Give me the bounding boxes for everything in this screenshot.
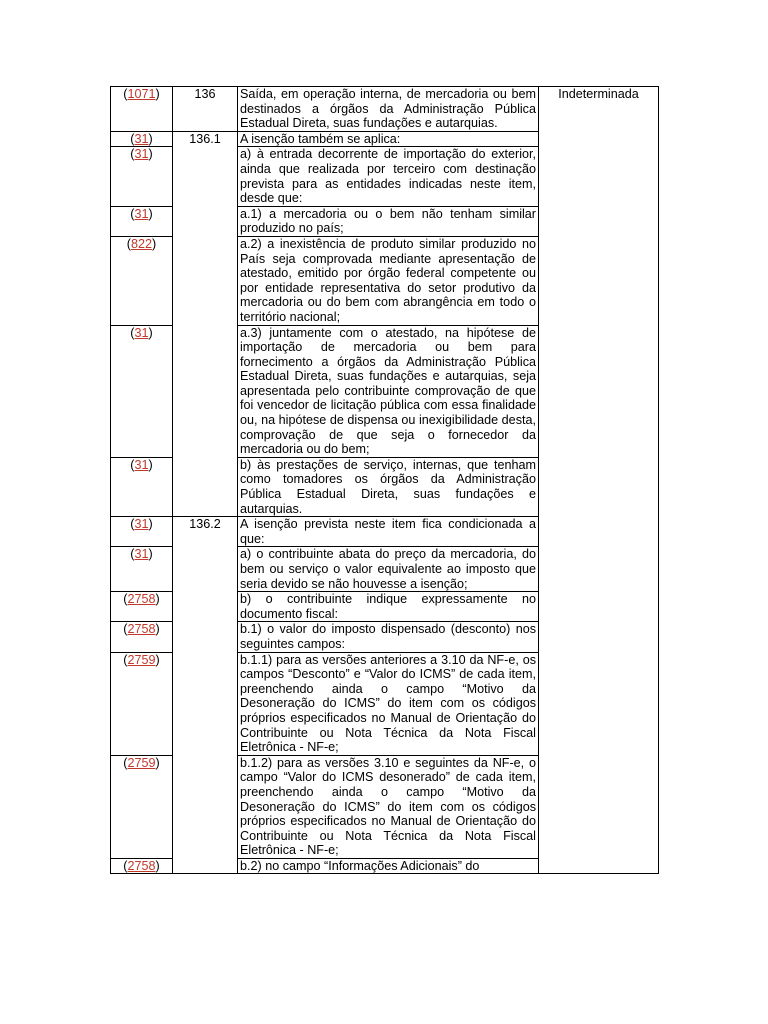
change-reference-cell: (2758) xyxy=(111,592,173,622)
item-text-cell: a) o contribuinte abata do preço da mercadoria, do bem ou serviço o valor equivalente ao imposto que seria devido se não houvesse a isenção; xyxy=(238,547,539,592)
change-reference-link[interactable]: 31 xyxy=(134,131,149,146)
item-text-cell: b.1.1) para as versões anteriores a 3.10 da NF-e, os campos “Desconto” e “Valor do ICMS” de cada item, preenchendo ainda o campo “Motivo da Desoneração do ICMS” do item com os códigos próprios especificados no Manual de Orientação do Contribuinte ou Nota Técnica da Nota Fiscal Eletrônica - NF-e; xyxy=(238,652,539,755)
change-reference-cell: (31) xyxy=(111,517,173,547)
item-number-cell xyxy=(173,325,238,457)
item-number-cell xyxy=(173,147,238,206)
item-text-cell: A isenção também se aplica: xyxy=(238,131,539,147)
change-reference-link[interactable]: 2758 xyxy=(127,622,156,637)
change-reference-cell: (31) xyxy=(111,325,173,457)
table-row xyxy=(111,87,659,132)
change-reference-link[interactable]: 2758 xyxy=(127,592,156,607)
item-number-cell xyxy=(173,755,238,858)
change-reference-cell: (2759) xyxy=(111,652,173,755)
change-reference-cell: (2758) xyxy=(111,858,173,874)
item-number-cell: 136 xyxy=(173,87,238,132)
item-text-cell: b.2) no campo “Informações Adicionais” do xyxy=(238,858,539,874)
change-reference-cell: (2759) xyxy=(111,755,173,858)
change-reference-link[interactable]: 31 xyxy=(134,325,149,340)
change-reference-cell: (31) xyxy=(111,547,173,592)
validity-cell: Indeterminada xyxy=(539,87,659,874)
change-reference-link[interactable]: 31 xyxy=(134,517,149,532)
item-text-cell: a.2) a inexistência de produto similar produzido no País seja comprovada mediante apresentação de atestado, emitido por órgão federal competente ou por entidade representativa do setor produtivo da mercadoria ou do bem com abrangência em todo o território nacional; xyxy=(238,236,539,325)
item-text-cell: b) às prestações de serviço, internas, que tenham como tomadores os órgãos da Administração Pública Estadual Direta, suas fundações e autarquias. xyxy=(238,457,539,516)
item-text-cell: A isenção prevista neste item fica condicionada a que: xyxy=(238,517,539,547)
change-reference-cell: (31) xyxy=(111,457,173,516)
change-reference-link[interactable]: 2759 xyxy=(127,652,156,667)
item-text-cell: a.1) a mercadoria ou o bem não tenham similar produzido no país; xyxy=(238,206,539,236)
item-number-cell xyxy=(173,547,238,592)
change-reference-cell: (2758) xyxy=(111,622,173,652)
change-reference-cell: (31) xyxy=(111,206,173,236)
item-text-cell: Saída, em operação interna, de mercadoria ou bem destinados a órgãos da Administração Pública Estadual Direta, suas fundações e autarquias. xyxy=(238,87,539,132)
change-reference-link[interactable]: 1071 xyxy=(127,87,156,101)
change-reference-link[interactable]: 822 xyxy=(130,236,152,251)
change-reference-link[interactable]: 31 xyxy=(134,147,149,162)
legislation-table xyxy=(110,86,659,874)
change-reference-cell: (1071) xyxy=(111,87,173,132)
item-number-cell xyxy=(173,622,238,652)
item-number-cell: 136.2 xyxy=(173,517,238,547)
change-reference-link[interactable]: 31 xyxy=(134,206,149,221)
change-reference-link[interactable]: 31 xyxy=(134,547,149,562)
item-text-cell: a) à entrada decorrente de importação do exterior, ainda que realizada por terceiro com destinação prevista para as entidades indicadas neste item, desde que: xyxy=(238,147,539,206)
item-text-cell: b.1) o valor do imposto dispensado (desconto) nos seguintes campos: xyxy=(238,622,539,652)
item-text-cell: b.1.2) para as versões 3.10 e seguintes da NF-e, o campo “Valor do ICMS desonerado” de cada item, preenchendo ainda o campo “Motivo da Desoneração do ICMS” do item com os códigos próprios especificados no Manual de Orientação do Contribuinte ou Nota Técnica da Nota Fiscal Eletrônica - NF-e; xyxy=(238,755,539,858)
change-reference-link[interactable]: 31 xyxy=(134,457,149,472)
change-reference-cell: (822) xyxy=(111,236,173,325)
item-number-cell: 136.1 xyxy=(173,131,238,147)
item-number-cell xyxy=(173,206,238,236)
item-text-cell: a.3) juntamente com o atestado, na hipótese de importação de mercadoria ou bem para fornecimento a órgãos da Administração Pública Estadual Direta, suas fundações e autarquias, seja apresentada pelo contribuinte comprovação de que foi vencedor de licitação pública com essa finalidade ou, na hipótese de dispensa ou inexigibilidade desta, comprovação de que seja o fornecedor da mercadoria ou do bem; xyxy=(238,325,539,457)
item-number-cell xyxy=(173,236,238,325)
item-number-cell xyxy=(173,652,238,755)
change-reference-link[interactable]: 2758 xyxy=(127,858,156,873)
item-number-cell xyxy=(173,858,238,874)
change-reference-cell: (31) xyxy=(111,147,173,206)
item-text-cell: b) o contribuinte indique expressamente no documento fiscal: xyxy=(238,592,539,622)
item-number-cell xyxy=(173,592,238,622)
change-reference-cell: (31) xyxy=(111,131,173,147)
change-reference-link[interactable]: 2759 xyxy=(127,755,156,770)
item-number-cell xyxy=(173,457,238,516)
